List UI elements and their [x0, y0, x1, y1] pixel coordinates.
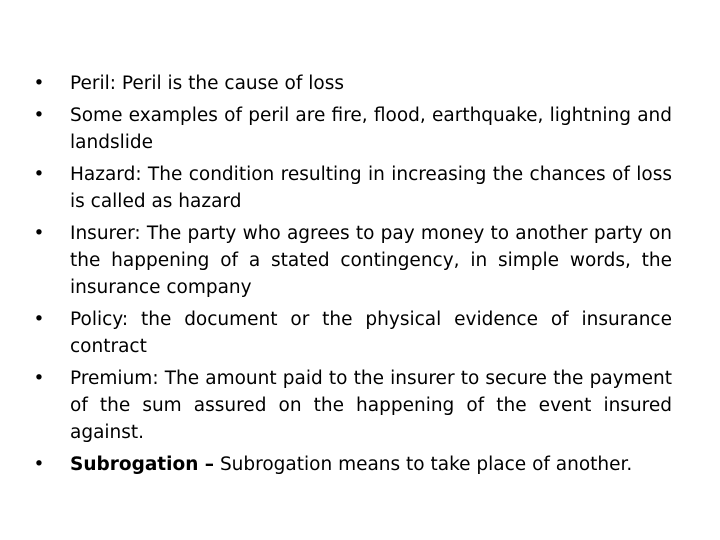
bullet-icon: •: [33, 105, 45, 126]
bullet-icon: •: [33, 73, 45, 94]
list-item-text: Hazard: The condition resulting in increasing the chances of loss is called as hazard: [70, 164, 672, 212]
bullet-icon: •: [33, 368, 45, 389]
list-item-insurer: [32, 220, 672, 301]
list-item-subrogation: [32, 451, 672, 478]
bullet-icon: •: [33, 454, 45, 475]
bullet-icon: •: [33, 164, 45, 185]
list-item-text: Insurer: The party who agrees to pay money to another party on the happening of a stated contingency, in simple words, the insurance company: [70, 223, 672, 298]
list-item-term: Subrogation –: [70, 454, 215, 475]
list-item-text: Some examples of peril are fire, flood, earthquake, lightning and landslide: [70, 105, 672, 153]
list-item-text: Subrogation means to take place of another.: [214, 454, 633, 475]
list-item-premium: [32, 365, 672, 446]
bullet-icon: •: [33, 223, 45, 244]
bullet-icon: •: [33, 309, 45, 330]
bullet-list: [32, 70, 672, 483]
list-item-text: Peril: Peril is the cause of loss: [70, 73, 345, 94]
list-item-policy: [32, 306, 672, 360]
list-item-text: Policy: the document or the physical evidence of insurance contract: [70, 309, 672, 357]
list-item-peril: [32, 70, 672, 97]
list-item-hazard: [32, 161, 672, 215]
list-item-text: Premium: The amount paid to the insurer to secure the payment of the sum assured on the happening of the event insured against.: [70, 368, 672, 443]
list-item-peril-examples: [32, 102, 672, 156]
